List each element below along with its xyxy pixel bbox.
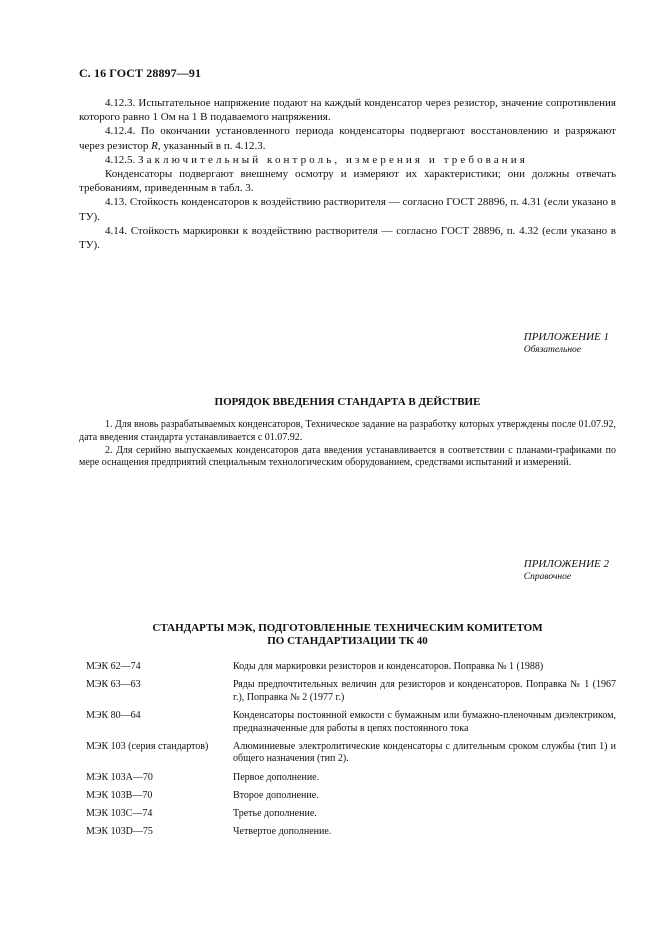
page-header: С. 16 ГОСТ 28897—91	[79, 66, 202, 80]
appendix-1-body	[79, 419, 616, 470]
standard-description: Конденсаторы постоянной емкости с бумажным или бумажно-пленочным диэлектриком, предназначенные для работы в цепях постоянного тока	[233, 709, 616, 734]
standard-code: МЭК 103А—70	[86, 771, 153, 783]
paragraph-4-12-4	[79, 124, 616, 152]
appendix-1-label: ПРИЛОЖЕНИЕ 1	[523, 331, 609, 343]
list-item	[86, 661, 616, 674]
spaced-heading: Заключительный контроль, измерения и требования	[138, 153, 528, 166]
paragraph-4-12-3: 4.12.3. Испытательное напряжение подают на каждый конденсатор через резистор, значение сопротивления которого равно 1 Ом на 1 В подаваемого напряжения.	[79, 97, 616, 124]
standard-code: МЭК 80—64	[86, 709, 141, 721]
standard-description: Ряды предпочтительных величин для резисторов и конденсаторов. Поправка № 1 (1967 г.), Поправка № 2 (1977 г.)	[233, 679, 616, 703]
standard-description: Первое дополнение.	[233, 771, 320, 783]
list-item	[86, 790, 616, 803]
resistor-symbol: R	[151, 139, 158, 152]
standard-code: МЭК 103В—70	[86, 789, 153, 801]
list-item	[86, 772, 616, 785]
standard-description: Алюминиевые электролитические конденсаторы с длительным сроком службы (тип 1) и общего назначения (тип 2).	[233, 740, 616, 765]
standard-description: Третье дополнение.	[233, 807, 317, 819]
paragraph-4-12-5-number: 4.12.5.	[105, 153, 138, 166]
appendix-1-paragraph-1: 1. Для вновь разрабатываемых конденсаторов, Техническое задание на разработку которых утверждены после 01.07.92, дата введения стандарта устанавливается с 01.07.92.	[79, 419, 616, 443]
paragraph-4-12-4-text-b: , указанный в п. 4.12.3.	[157, 139, 266, 152]
section-4-12-to-4-14	[79, 96, 616, 252]
appendix-1-status: Обязательное	[523, 345, 582, 355]
list-item	[86, 741, 616, 766]
appendix-2-status: Справочное	[523, 572, 572, 582]
appendix-2-title	[79, 622, 616, 647]
appendix-2-title-line-2: ПО СТАНДАРТИЗАЦИИ ТК 40	[267, 634, 428, 647]
iec-standards-list	[86, 661, 616, 844]
paragraph-4-12-4-text-a: 4.12.4. По окончании установленного периода конденсаторы подвергают восстановлению и разряжают через резистор	[79, 125, 616, 152]
appendix-2-label: ПРИЛОЖЕНИЕ 2	[523, 558, 609, 570]
appendix-1-label-block	[524, 330, 609, 357]
standard-code: МЭК 103 (серия стандартов)	[86, 740, 209, 752]
standard-description: Четвертое дополнение.	[233, 826, 332, 838]
standard-description: Коды для маркировки резисторов и конденсаторов. Поправка № 1 (1988)	[233, 661, 544, 672]
paragraph-4-12-5-heading	[79, 153, 616, 167]
list-item	[86, 679, 616, 704]
paragraph-4-14: 4.14. Стойкость маркировки к воздействию растворителя — согласно ГОСТ 28896, п. 4.32 (если указано в ТУ).	[79, 224, 616, 252]
standard-code: МЭК 103С—74	[86, 807, 153, 819]
standard-code: МЭК 62—74	[86, 661, 141, 672]
list-item	[86, 710, 616, 735]
standard-code: МЭК 63—63	[86, 679, 141, 691]
list-item	[86, 808, 616, 821]
appendix-2-label-block	[524, 557, 609, 584]
list-item	[86, 826, 616, 839]
standard-description: Второе дополнение.	[233, 789, 319, 801]
standard-code: МЭК 103D—75	[86, 826, 153, 838]
appendix-2-title-line-1: СТАНДАРТЫ МЭК, ПОДГОТОВЛЕННЫЕ ТЕХНИЧЕСКИМ КОМИТЕТОМ	[152, 622, 543, 634]
appendix-1-paragraph-2: 2. Для серийно выпускаемых конденсаторов дата введения устанавливается в соответствии с планами-графиками по мере оснащения предприятий специальным технологическим оборудованием, средствами испытаний и измерений.	[79, 444, 616, 469]
paragraph-4-12-5-body: Конденсаторы подвергают внешнему осмотру и измеряют их характеристики; они должны отвечать требованиям, приведенным в табл. 3.	[79, 168, 616, 195]
appendix-1-title: ПОРЯДОК ВВЕДЕНИЯ СТАНДАРТА В ДЕЙСТВИЕ	[214, 396, 481, 408]
paragraph-4-13: 4.13. Стойкость конденсаторов к воздействию растворителя — согласно ГОСТ 28896, п. 4.31 (если указано в ТУ).	[79, 196, 616, 223]
